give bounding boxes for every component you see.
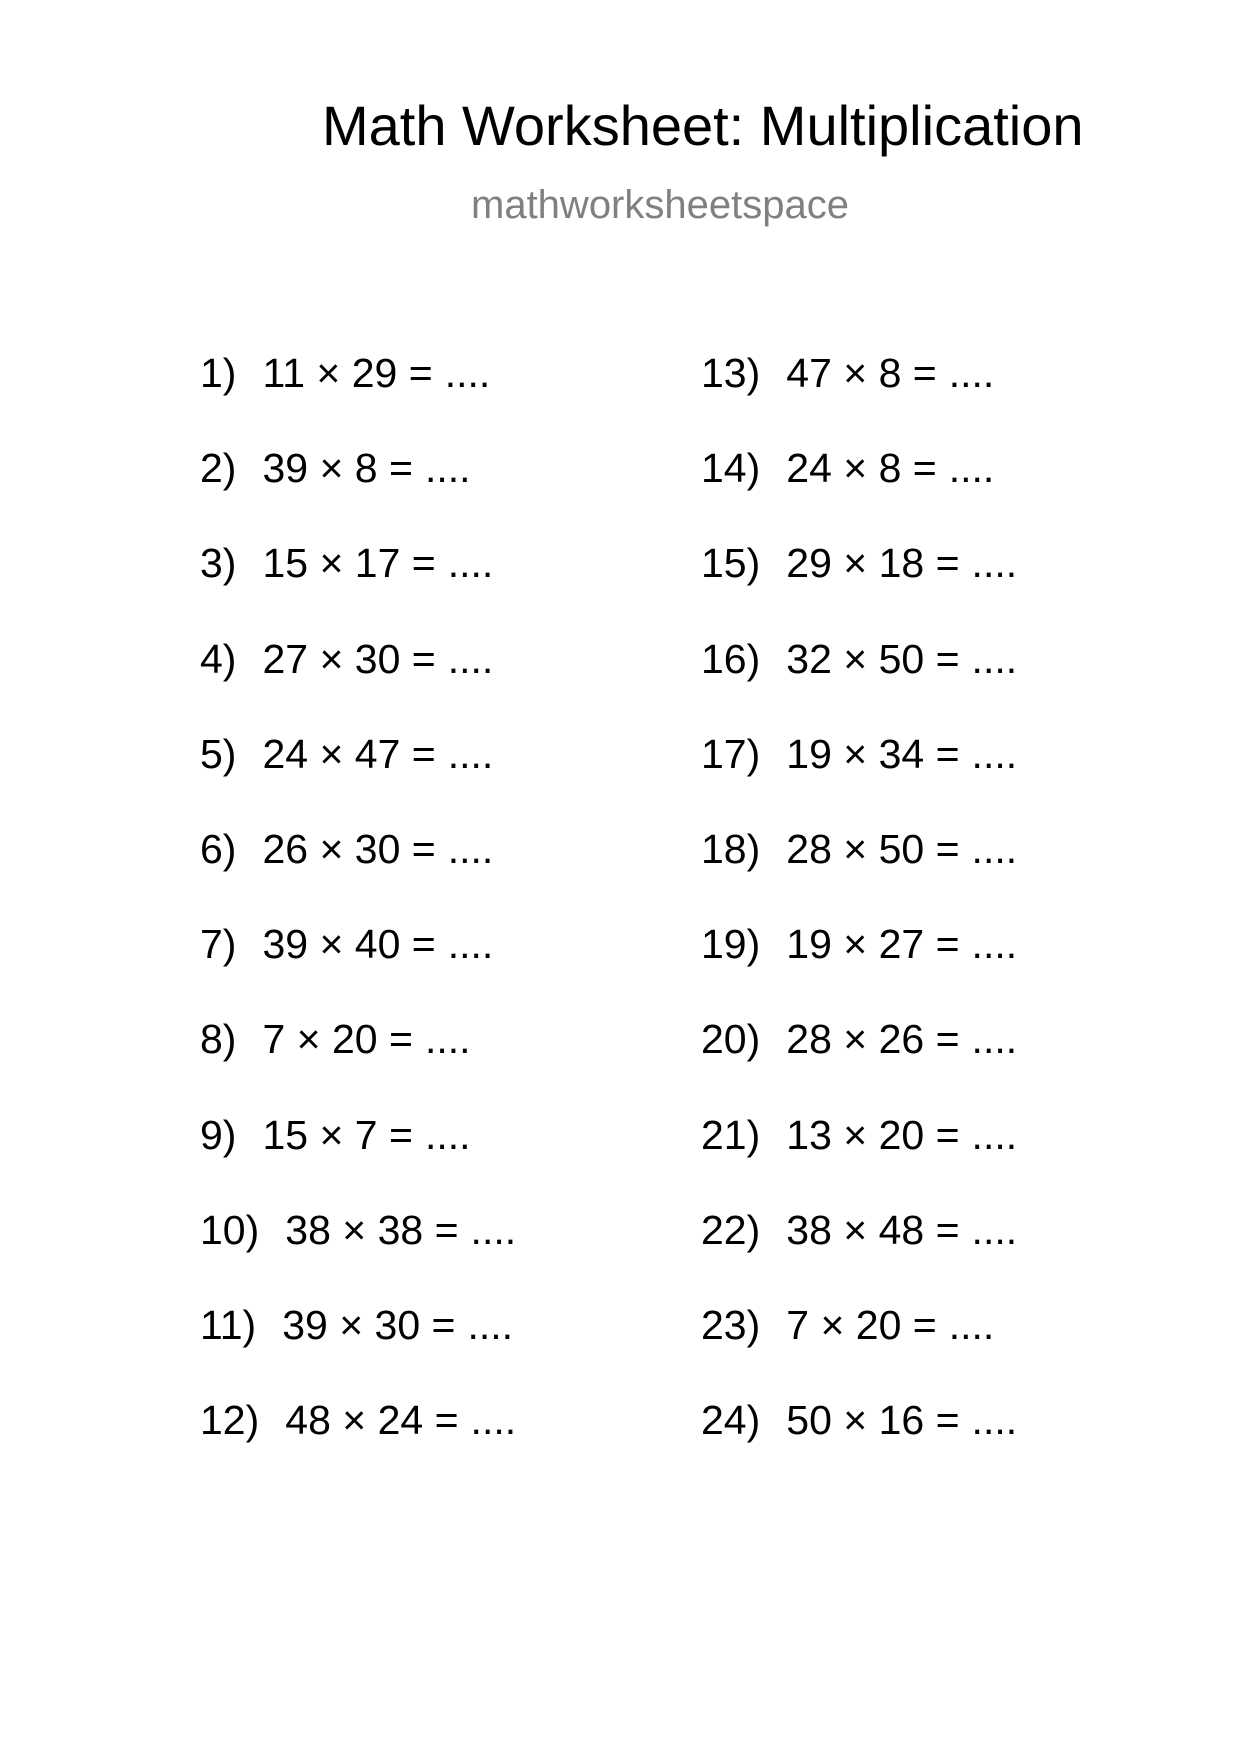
- problem-expression: 28 × 50 =: [786, 825, 960, 872]
- problem-item: [200, 540, 516, 638]
- answer-blank: ....: [447, 730, 494, 777]
- answer-blank: ....: [447, 825, 494, 872]
- problem-item: [200, 1206, 517, 1305]
- problem-expression: 39 × 30 =: [282, 1301, 456, 1348]
- answer-blank: ....: [424, 445, 471, 492]
- problem-number: 22): [701, 1206, 761, 1253]
- problem-item: [701, 445, 1017, 543]
- problem-number: 20): [701, 1016, 761, 1063]
- page-title: Math Worksheet: Multiplication: [322, 94, 1084, 157]
- problem-item: [701, 1206, 1018, 1305]
- problem-number: 11): [200, 1301, 257, 1348]
- problem-expression: 24 × 47 =: [262, 730, 436, 777]
- problem-expression: 50 × 16 =: [786, 1397, 960, 1444]
- problem-number: 7): [200, 921, 237, 968]
- problem-number: 6): [200, 825, 237, 872]
- problem-number: 5): [200, 730, 237, 777]
- problem-number: 8): [200, 1016, 237, 1063]
- problem-item: [200, 730, 516, 829]
- answer-blank: ....: [971, 1111, 1018, 1158]
- problem-item: [200, 445, 516, 543]
- problem-item: [200, 825, 516, 924]
- problem-item: [701, 350, 1017, 448]
- problem-expression: 48 × 24 =: [285, 1397, 459, 1444]
- problem-expression: 32 × 50 =: [786, 635, 960, 682]
- problem-item: [701, 1301, 1017, 1400]
- problem-item: [200, 921, 516, 1019]
- problem-expression: 19 × 34 =: [786, 730, 960, 777]
- problem-number: 19): [701, 921, 761, 968]
- answer-blank: ....: [948, 445, 995, 492]
- problem-item: [701, 1016, 1018, 1114]
- answer-blank: ....: [424, 1111, 471, 1158]
- problem-item: [200, 1397, 517, 1495]
- answer-blank: ....: [447, 540, 494, 587]
- problems-column-right: [701, 350, 1018, 1495]
- problem-number: 3): [200, 540, 237, 587]
- problem-expression: 28 × 26 =: [786, 1016, 960, 1063]
- problem-expression: 15 × 17 =: [262, 540, 436, 587]
- problem-number: 10): [200, 1206, 260, 1253]
- problem-number: 16): [701, 635, 761, 682]
- problem-number: 24): [701, 1397, 761, 1444]
- answer-blank: ....: [971, 921, 1018, 968]
- problem-item: [701, 635, 1018, 734]
- problem-item: [200, 1301, 516, 1400]
- problem-number: 15): [701, 540, 761, 587]
- problem-expression: 11 × 29 =: [262, 350, 433, 396]
- problem-number: 2): [200, 445, 237, 492]
- answer-blank: ....: [447, 635, 494, 682]
- answer-blank: ....: [424, 1016, 471, 1063]
- problem-expression: 15 × 7 =: [262, 1111, 413, 1158]
- problem-expression: 13 × 20 =: [786, 1111, 960, 1158]
- answer-blank: ....: [467, 1301, 514, 1348]
- problem-expression: 26 × 30 =: [262, 825, 436, 872]
- problem-expression: 47 × 8 =: [786, 350, 937, 396]
- problem-item: [701, 921, 1018, 1019]
- problem-item: [200, 350, 516, 448]
- problem-number: 12): [200, 1397, 260, 1444]
- answer-blank: ....: [971, 1016, 1018, 1063]
- answer-blank: ....: [447, 921, 494, 968]
- problem-item: [200, 1016, 516, 1114]
- problem-number: 14): [701, 445, 761, 492]
- answer-blank: ....: [470, 1397, 517, 1444]
- problem-item: [200, 635, 516, 734]
- problem-item: [701, 1397, 1018, 1495]
- problem-number: 18): [701, 825, 761, 872]
- problem-number: 1): [200, 350, 237, 396]
- problem-expression: 24 × 8 =: [786, 445, 937, 492]
- answer-blank: ....: [971, 825, 1018, 872]
- problem-expression: 27 × 30 =: [262, 635, 436, 682]
- problem-expression: 38 × 38 =: [285, 1206, 459, 1253]
- answer-blank: ....: [948, 1301, 995, 1348]
- problems-column-left: [200, 350, 517, 1495]
- answer-blank: ....: [948, 350, 995, 396]
- answer-blank: ....: [971, 540, 1018, 587]
- answer-blank: ....: [971, 1206, 1018, 1253]
- answer-blank: ....: [971, 730, 1018, 777]
- problem-expression: 39 × 8 =: [262, 445, 413, 492]
- problem-expression: 38 × 48 =: [786, 1206, 960, 1253]
- problem-item: [200, 1111, 516, 1210]
- problem-expression: 29 × 18 =: [786, 540, 960, 587]
- problem-item: [701, 825, 1018, 924]
- problem-item: [701, 730, 1018, 829]
- problem-expression: 7 × 20 =: [262, 1016, 413, 1063]
- problem-expression: 19 × 27 =: [786, 921, 960, 968]
- answer-blank: ....: [971, 1397, 1018, 1444]
- problem-number: 13): [701, 350, 761, 396]
- problem-item: [701, 540, 1018, 638]
- answer-blank: ....: [444, 350, 491, 396]
- answer-blank: ....: [470, 1206, 517, 1253]
- answer-blank: ....: [971, 635, 1018, 682]
- problem-number: 23): [701, 1301, 761, 1348]
- problem-item: [701, 1111, 1018, 1210]
- problem-number: 9): [200, 1111, 237, 1158]
- problem-expression: 39 × 40 =: [262, 921, 436, 968]
- problem-number: 21): [701, 1111, 761, 1158]
- problem-number: 17): [701, 730, 761, 777]
- page-subtitle: mathworksheetspace: [471, 183, 849, 227]
- problem-number: 4): [200, 635, 237, 682]
- problem-expression: 7 × 20 =: [786, 1301, 937, 1348]
